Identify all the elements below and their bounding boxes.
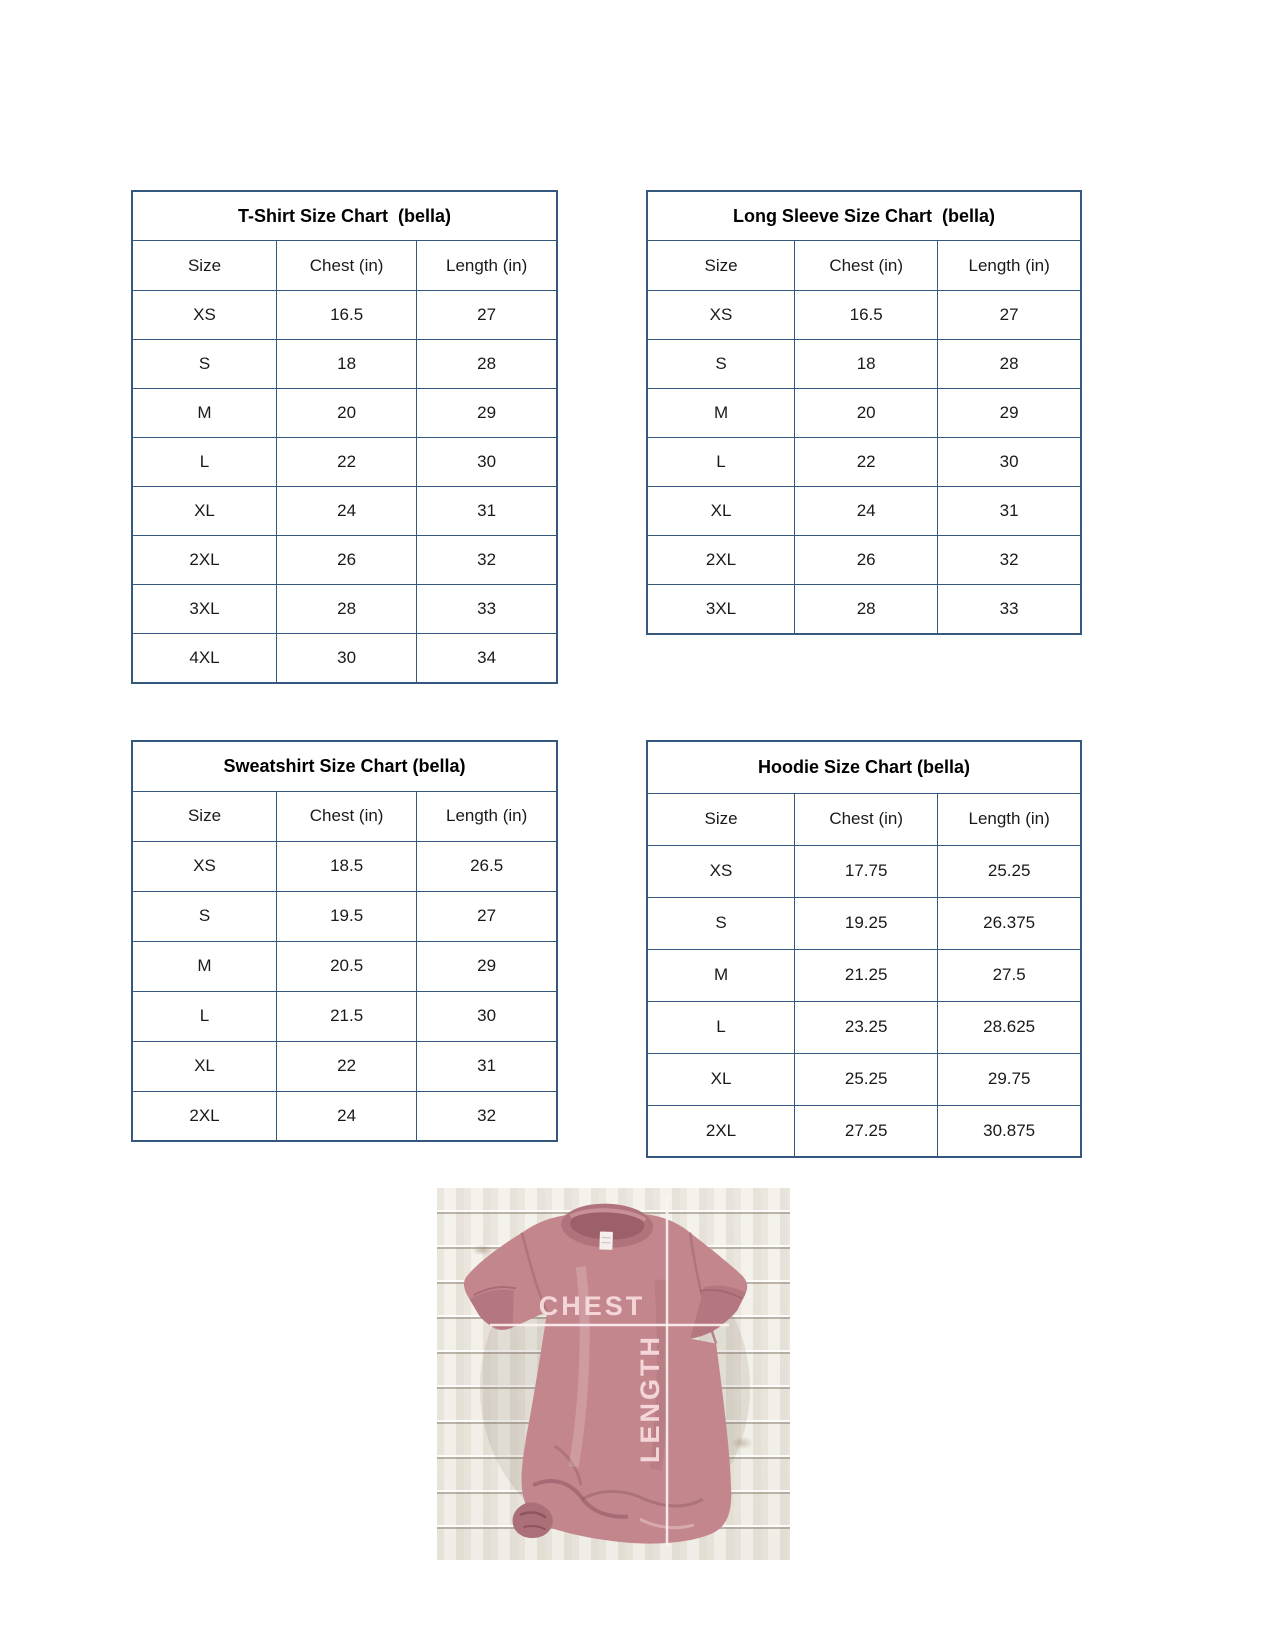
column-header-size: Size xyxy=(647,793,795,845)
table-cell: XL xyxy=(647,1053,795,1105)
table-cell: 27 xyxy=(417,891,557,941)
table-title-row xyxy=(647,741,1081,793)
table-row xyxy=(132,487,557,536)
table-cell: 29 xyxy=(417,941,557,991)
table-cell: 4XL xyxy=(132,634,277,683)
table-cell: 2XL xyxy=(647,1105,795,1157)
table-cell: 28 xyxy=(938,340,1081,389)
table-row xyxy=(132,1041,557,1091)
table-cell: 19.5 xyxy=(277,891,417,941)
table-row xyxy=(647,585,1081,634)
tshirt-size-table xyxy=(131,190,558,684)
table-row xyxy=(132,841,557,891)
table-cell: S xyxy=(647,340,795,389)
table-cell: 26.5 xyxy=(417,841,557,891)
table-cell: 31 xyxy=(417,487,557,536)
column-header-length: Length (in) xyxy=(417,241,557,291)
table-cell: 27.25 xyxy=(795,1105,938,1157)
table-cell: 32 xyxy=(417,1091,557,1141)
table-row xyxy=(647,1001,1081,1053)
table-cell: 18.5 xyxy=(277,841,417,891)
table-cell: 30 xyxy=(938,438,1081,487)
table-cell: XS xyxy=(132,291,277,340)
table-cell: XS xyxy=(647,291,795,340)
table-header-row xyxy=(132,241,557,291)
table-cell: XL xyxy=(132,487,277,536)
table-title: Long Sleeve Size Chart (bella) xyxy=(647,191,1081,241)
table-row xyxy=(132,634,557,683)
table-cell: 34 xyxy=(417,634,557,683)
table-cell: 3XL xyxy=(132,585,277,634)
table-cell: 32 xyxy=(417,536,557,585)
table-row xyxy=(647,340,1081,389)
table-cell: 30 xyxy=(277,634,417,683)
table-title: T-Shirt Size Chart (bella) xyxy=(132,191,557,241)
table-cell: 28 xyxy=(417,340,557,389)
column-header-length: Length (in) xyxy=(938,241,1081,291)
table-cell: S xyxy=(647,897,795,949)
table-row xyxy=(647,291,1081,340)
column-header-length: Length (in) xyxy=(417,791,557,841)
table-row xyxy=(647,845,1081,897)
column-header-chest: Chest (in) xyxy=(277,791,417,841)
table-header-row xyxy=(647,241,1081,291)
table-cell: 30 xyxy=(417,991,557,1041)
table-cell: 28 xyxy=(277,585,417,634)
table-row xyxy=(647,1053,1081,1105)
column-header-chest: Chest (in) xyxy=(795,241,938,291)
table-row xyxy=(132,340,557,389)
table-cell: 30.875 xyxy=(938,1105,1081,1157)
table-cell: 20.5 xyxy=(277,941,417,991)
table-cell: S xyxy=(132,891,277,941)
table-title: Hoodie Size Chart (bella) xyxy=(647,741,1081,793)
column-header-size: Size xyxy=(647,241,795,291)
table-cell: L xyxy=(132,991,277,1041)
table-cell: 31 xyxy=(417,1041,557,1091)
table-cell: M xyxy=(132,389,277,438)
sweatshirt-size-table xyxy=(131,740,558,1142)
table-cell: 3XL xyxy=(647,585,795,634)
table-row xyxy=(647,536,1081,585)
table-cell: 32 xyxy=(938,536,1081,585)
table-row xyxy=(132,941,557,991)
table-cell: 29 xyxy=(417,389,557,438)
table-cell: 33 xyxy=(938,585,1081,634)
table-cell: 29 xyxy=(938,389,1081,438)
table-cell: S xyxy=(132,340,277,389)
table-row xyxy=(647,897,1081,949)
table-cell: 18 xyxy=(795,340,938,389)
table-row xyxy=(647,487,1081,536)
table-cell: 24 xyxy=(795,487,938,536)
table-cell: 27.5 xyxy=(938,949,1081,1001)
table-cell: XL xyxy=(132,1041,277,1091)
table-cell: XS xyxy=(647,845,795,897)
table-cell: XL xyxy=(647,487,795,536)
tshirt-graphic xyxy=(437,1188,790,1560)
table-cell: 18 xyxy=(277,340,417,389)
table-row xyxy=(132,291,557,340)
chest-label: CHEST xyxy=(538,1291,646,1321)
table-row xyxy=(132,891,557,941)
table-cell: 17.75 xyxy=(795,845,938,897)
table-cell: 29.75 xyxy=(938,1053,1081,1105)
table-cell: 21.25 xyxy=(795,949,938,1001)
table-cell: 16.5 xyxy=(795,291,938,340)
table-row xyxy=(132,536,557,585)
table-cell: XS xyxy=(132,841,277,891)
table-cell: 31 xyxy=(938,487,1081,536)
longsleeve-size-table xyxy=(646,190,1082,635)
table-row xyxy=(647,438,1081,487)
table-cell: 22 xyxy=(277,438,417,487)
table-row xyxy=(132,991,557,1041)
table-row xyxy=(132,585,557,634)
table-cell: 24 xyxy=(277,1091,417,1141)
table-cell: 20 xyxy=(277,389,417,438)
column-header-chest: Chest (in) xyxy=(795,793,938,845)
table-title-row xyxy=(132,191,557,241)
table-cell: 24 xyxy=(277,487,417,536)
table-title-row xyxy=(647,191,1081,241)
table-row xyxy=(132,1091,557,1141)
table-cell: 21.5 xyxy=(277,991,417,1041)
table-cell: 30 xyxy=(417,438,557,487)
table-cell: L xyxy=(132,438,277,487)
table-cell: 27 xyxy=(417,291,557,340)
measurement-photo xyxy=(437,1188,790,1560)
table-cell: 33 xyxy=(417,585,557,634)
table-header-row xyxy=(132,791,557,841)
table-cell: 28 xyxy=(795,585,938,634)
table-row xyxy=(647,1105,1081,1157)
table-cell: 2XL xyxy=(132,536,277,585)
table-cell: 16.5 xyxy=(277,291,417,340)
table-cell: 2XL xyxy=(647,536,795,585)
table-cell: M xyxy=(647,949,795,1001)
column-header-length: Length (in) xyxy=(938,793,1081,845)
table-cell: M xyxy=(647,389,795,438)
column-header-size: Size xyxy=(132,791,277,841)
table-cell: L xyxy=(647,438,795,487)
table-cell: 22 xyxy=(795,438,938,487)
table-row xyxy=(132,438,557,487)
table-cell: 22 xyxy=(277,1041,417,1091)
table-cell: M xyxy=(132,941,277,991)
length-label: LENGTH xyxy=(635,1334,665,1463)
column-header-chest: Chest (in) xyxy=(277,241,417,291)
table-cell: 27 xyxy=(938,291,1081,340)
table-cell: 25.25 xyxy=(795,1053,938,1105)
table-cell: 20 xyxy=(795,389,938,438)
table-row xyxy=(647,389,1081,438)
table-cell: 28.625 xyxy=(938,1001,1081,1053)
table-cell: 2XL xyxy=(132,1091,277,1141)
table-header-row xyxy=(647,793,1081,845)
table-row xyxy=(647,949,1081,1001)
table-cell: 26.375 xyxy=(938,897,1081,949)
table-cell: 23.25 xyxy=(795,1001,938,1053)
column-header-size: Size xyxy=(132,241,277,291)
table-title-row xyxy=(132,741,557,791)
table-row xyxy=(132,389,557,438)
table-cell: 25.25 xyxy=(938,845,1081,897)
table-cell: 19.25 xyxy=(795,897,938,949)
table-cell: L xyxy=(647,1001,795,1053)
table-cell: 26 xyxy=(277,536,417,585)
table-title: Sweatshirt Size Chart (bella) xyxy=(132,741,557,791)
table-cell: 26 xyxy=(795,536,938,585)
hoodie-size-table xyxy=(646,740,1082,1158)
